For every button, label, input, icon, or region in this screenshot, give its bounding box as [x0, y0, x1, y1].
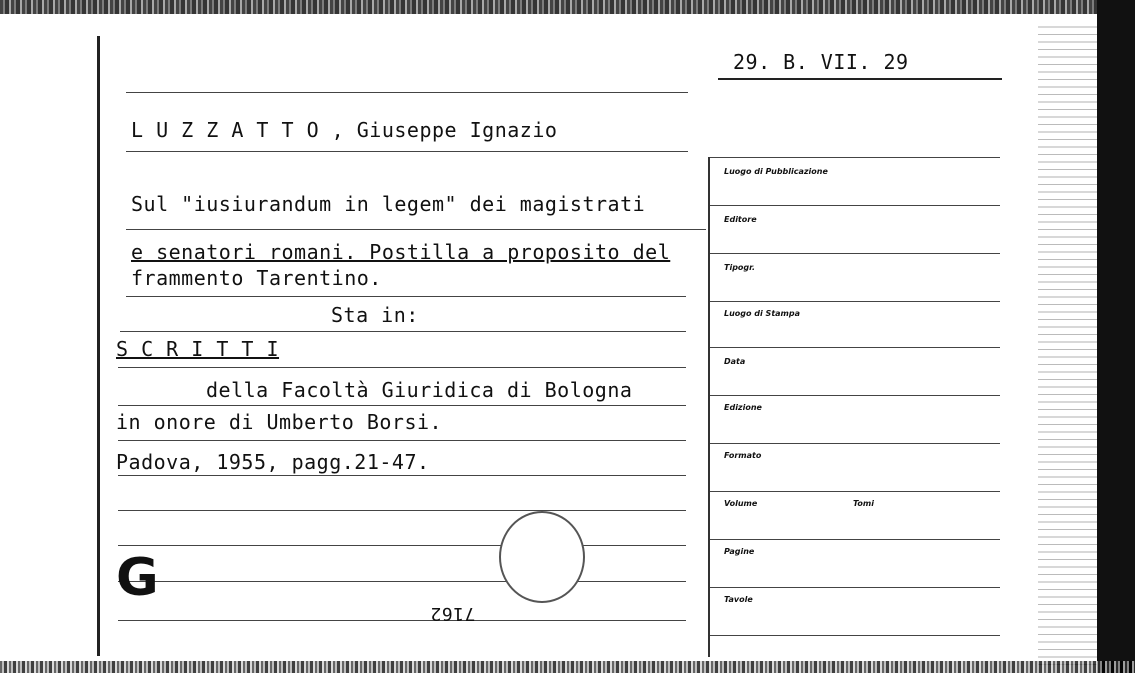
- form-label-editore: Editore: [724, 215, 757, 224]
- series-title: S C R I T T I: [116, 337, 280, 361]
- title-line-1: Sul "iusiurandum in legem" dei magistrati: [131, 192, 646, 216]
- form-label-tomi: Tomi: [853, 499, 874, 508]
- card-rule: [126, 296, 686, 297]
- card-rule: [118, 440, 686, 441]
- form-label-luogo-pubblicazione: Luogo di Pubblicazione: [724, 167, 828, 176]
- form-label-tavole: Tavole: [724, 595, 753, 604]
- form-label-edizione: Edizione: [724, 403, 762, 412]
- torn-edge: [1038, 20, 1098, 670]
- punch-hole: [499, 511, 585, 603]
- bibliographic-form: [708, 157, 1000, 657]
- card-rule: [118, 620, 686, 621]
- title-line-3: frammento Tarentino.: [131, 266, 382, 290]
- card-rule: [120, 331, 686, 332]
- card-rule: [118, 475, 686, 476]
- inventory-number: 7162: [430, 603, 476, 624]
- form-rule: [710, 301, 1000, 302]
- card-rule: [118, 405, 686, 406]
- form-rule: [710, 635, 1000, 636]
- shelfmark-rule: [718, 78, 1002, 80]
- card-rule: [118, 510, 686, 511]
- stamp-letter: G: [116, 548, 159, 608]
- card-rule: [126, 151, 688, 152]
- form-rule: [710, 587, 1000, 588]
- scan-edge-right: [1097, 0, 1135, 673]
- scan-edge-bottom: [0, 661, 1135, 673]
- form-label-volume: Volume: [724, 499, 758, 508]
- card-rule: [118, 367, 686, 368]
- form-rule: [710, 205, 1000, 206]
- imprint: Padova, 1955, pagg.21-47.: [116, 450, 430, 474]
- form-label-data: Data: [724, 357, 746, 366]
- card-rule: [118, 545, 686, 546]
- scan-edge-top: [0, 0, 1100, 14]
- left-margin-rule: [97, 36, 100, 656]
- form-label-pagine: Pagine: [724, 547, 755, 556]
- collection-line-2: in onore di Umberto Borsi.: [116, 410, 443, 434]
- shelfmark: 29. B. VII. 29: [733, 50, 909, 74]
- author-heading: L U Z Z A T T O , Giuseppe Ignazio: [131, 118, 558, 142]
- form-label-tipografo: Tipogr.: [724, 263, 755, 272]
- form-rule: [710, 347, 1000, 348]
- form-rule: [710, 491, 1000, 492]
- form-label-formato: Formato: [724, 451, 762, 460]
- card-rule: [126, 92, 688, 93]
- collection-line-1: della Facoltà Giuridica di Bologna: [206, 378, 633, 402]
- sta-in-label: Sta in:: [331, 303, 419, 327]
- card-rule: [126, 229, 706, 230]
- form-rule: [710, 395, 1000, 396]
- form-top-rule: [710, 157, 1000, 158]
- title-line-2: e senatori romani. Postilla a proposito del: [131, 240, 671, 264]
- card-rule: [118, 581, 686, 582]
- form-label-luogo-stampa: Luogo di Stampa: [724, 309, 800, 318]
- form-rule: [710, 443, 1000, 444]
- form-rule: [710, 539, 1000, 540]
- form-rule: [710, 253, 1000, 254]
